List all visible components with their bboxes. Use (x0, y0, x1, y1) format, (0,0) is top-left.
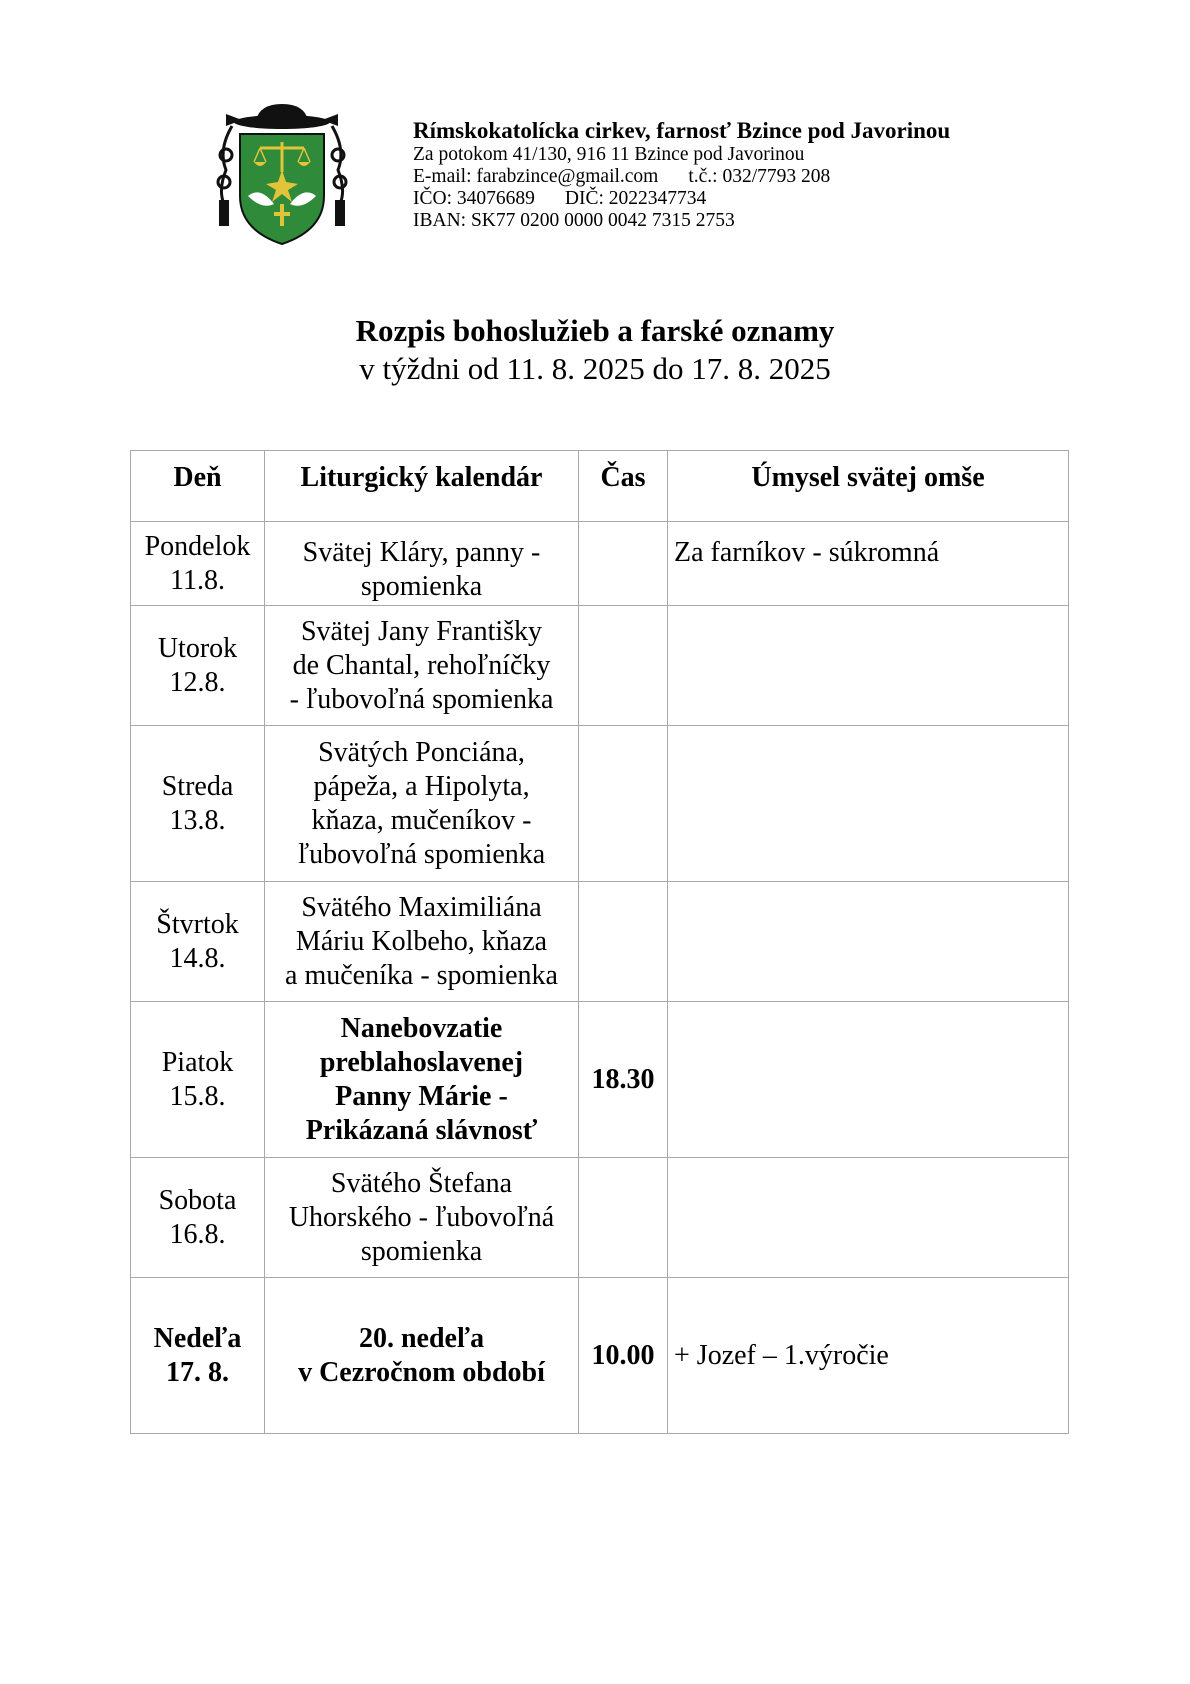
organization-contact (413, 166, 950, 188)
day-name: Sobota (158, 1184, 237, 1216)
liturgy-line: a mučeníka - spomienka (285, 959, 558, 991)
liturgy-line: Svätej Kláry, panny - (302, 537, 541, 568)
day-name: Streda (161, 770, 234, 802)
cell-time (579, 606, 668, 726)
cell-day (131, 1002, 265, 1158)
cell-liturgy (265, 1002, 579, 1158)
liturgy-line: Panny Márie - (335, 1080, 508, 1112)
organization-iban: IBAN: SK77 0200 0000 0042 7315 2753 (413, 210, 735, 231)
cell-liturgy (265, 726, 579, 882)
liturgy-line: Nanebovzatie (340, 1012, 503, 1044)
table-row (131, 1158, 1069, 1278)
letterhead (208, 100, 1108, 250)
organization-dic: DIČ: 2022347734 (564, 188, 707, 209)
cell-intention (668, 606, 1069, 726)
cell-day (131, 606, 265, 726)
header-liturgy: Liturgický kalendár (265, 451, 579, 522)
header-intention: Úmysel svätej omše (668, 451, 1069, 522)
cell-day (131, 1158, 265, 1278)
liturgy-line: - ľubovoľná spomienka (289, 683, 554, 715)
cell-day (131, 726, 265, 882)
cell-time (579, 522, 668, 606)
day-name: Utorok (157, 632, 238, 664)
liturgy-line: ľubovoľná spomienka (297, 838, 546, 870)
cell-intention (668, 882, 1069, 1002)
liturgy-line: spomienka (360, 571, 483, 602)
cell-intention: Za farníkov - súkromná (668, 522, 1069, 606)
cell-liturgy (265, 606, 579, 726)
schedule-table (130, 450, 1069, 1434)
day-date: 14.8. (169, 942, 226, 974)
day-date: 11.8. (170, 564, 225, 596)
cell-day (131, 882, 265, 1002)
day-date: 15.8. (169, 1080, 226, 1112)
liturgy-line: kňaza, mučeníkov - (311, 804, 532, 836)
table-row (131, 1002, 1069, 1158)
cell-time: 10.00 (579, 1278, 668, 1434)
cell-time: 18.30 (579, 1002, 668, 1158)
cell-intention (668, 726, 1069, 882)
document-subtitle: v týždni od 11. 8. 2025 do 17. 8. 2025 (359, 351, 831, 386)
liturgy-line: pápeža, a Hipolyta, (313, 770, 530, 802)
table-row (131, 726, 1069, 882)
liturgy-line: spomienka (360, 1235, 483, 1267)
liturgy-line: Máriu Kolbeho, kňaza (295, 925, 548, 957)
table-row (131, 882, 1069, 1002)
day-name: Štvrtok (156, 908, 239, 940)
liturgy-line: preblahoslavenej (319, 1046, 524, 1078)
liturgy-line: Svätého Maximiliána (301, 891, 542, 923)
day-date: 16.8. (169, 1218, 226, 1250)
organization-phone: t.č.: 032/7793 208 (688, 166, 831, 187)
organization-email: E-mail: farabzince@gmail.com (413, 166, 659, 187)
organization-info (413, 118, 950, 232)
cell-liturgy (265, 882, 579, 1002)
cell-liturgy (265, 1278, 579, 1434)
day-name: Nedeľa (153, 1322, 242, 1354)
liturgy-line: v Cezročnom období (298, 1356, 545, 1388)
liturgy-line: de Chantal, rehoľníčky (292, 649, 551, 681)
day-date: 12.8. (169, 666, 226, 698)
coat-of-arms-icon (208, 100, 356, 248)
cell-time (579, 726, 668, 882)
table-row (131, 1278, 1069, 1434)
header-time: Čas (579, 451, 668, 522)
liturgy-line: Svätej Jany Františky (300, 615, 543, 647)
organization-ids (413, 188, 950, 210)
document-title: Rozpis bohoslužieb a farské oznamy (355, 313, 835, 348)
cell-intention: + Jozef – 1.výročie (668, 1278, 1069, 1434)
cell-intention (668, 1158, 1069, 1278)
cell-day (131, 1278, 265, 1434)
cell-time (579, 1158, 668, 1278)
header-day: Deň (131, 451, 265, 522)
day-name: Piatok (161, 1046, 234, 1078)
liturgy-line: 20. nedeľa (358, 1322, 485, 1354)
liturgy-line: Svätých Ponciána, (318, 736, 525, 768)
document-heading (0, 312, 1190, 388)
liturgy-line: Prikázaná slávnosť (305, 1114, 538, 1146)
table-header-row (131, 451, 1069, 522)
cell-liturgy (265, 522, 579, 606)
organization-name: Rímskokatolícka cirkev, farnosť Bzince pod Javorinou (413, 118, 951, 143)
organization-ico: IČO: 34076689 (413, 188, 535, 209)
day-name: Pondelok (144, 530, 251, 562)
cell-time (579, 882, 668, 1002)
organization-address: Za potokom 41/130, 916 11 Bzince pod Javorinou (413, 144, 805, 165)
cell-liturgy (265, 1158, 579, 1278)
schedule-body (131, 522, 1069, 1434)
table-row (131, 606, 1069, 726)
table-row (131, 522, 1069, 606)
cell-day (131, 522, 265, 606)
day-date: 17. 8. (166, 1356, 229, 1388)
day-date: 13.8. (169, 804, 226, 836)
cell-intention (668, 1002, 1069, 1158)
liturgy-line: Svätého Štefana (330, 1167, 513, 1199)
liturgy-line: Uhorského - ľubovoľná (288, 1201, 555, 1233)
